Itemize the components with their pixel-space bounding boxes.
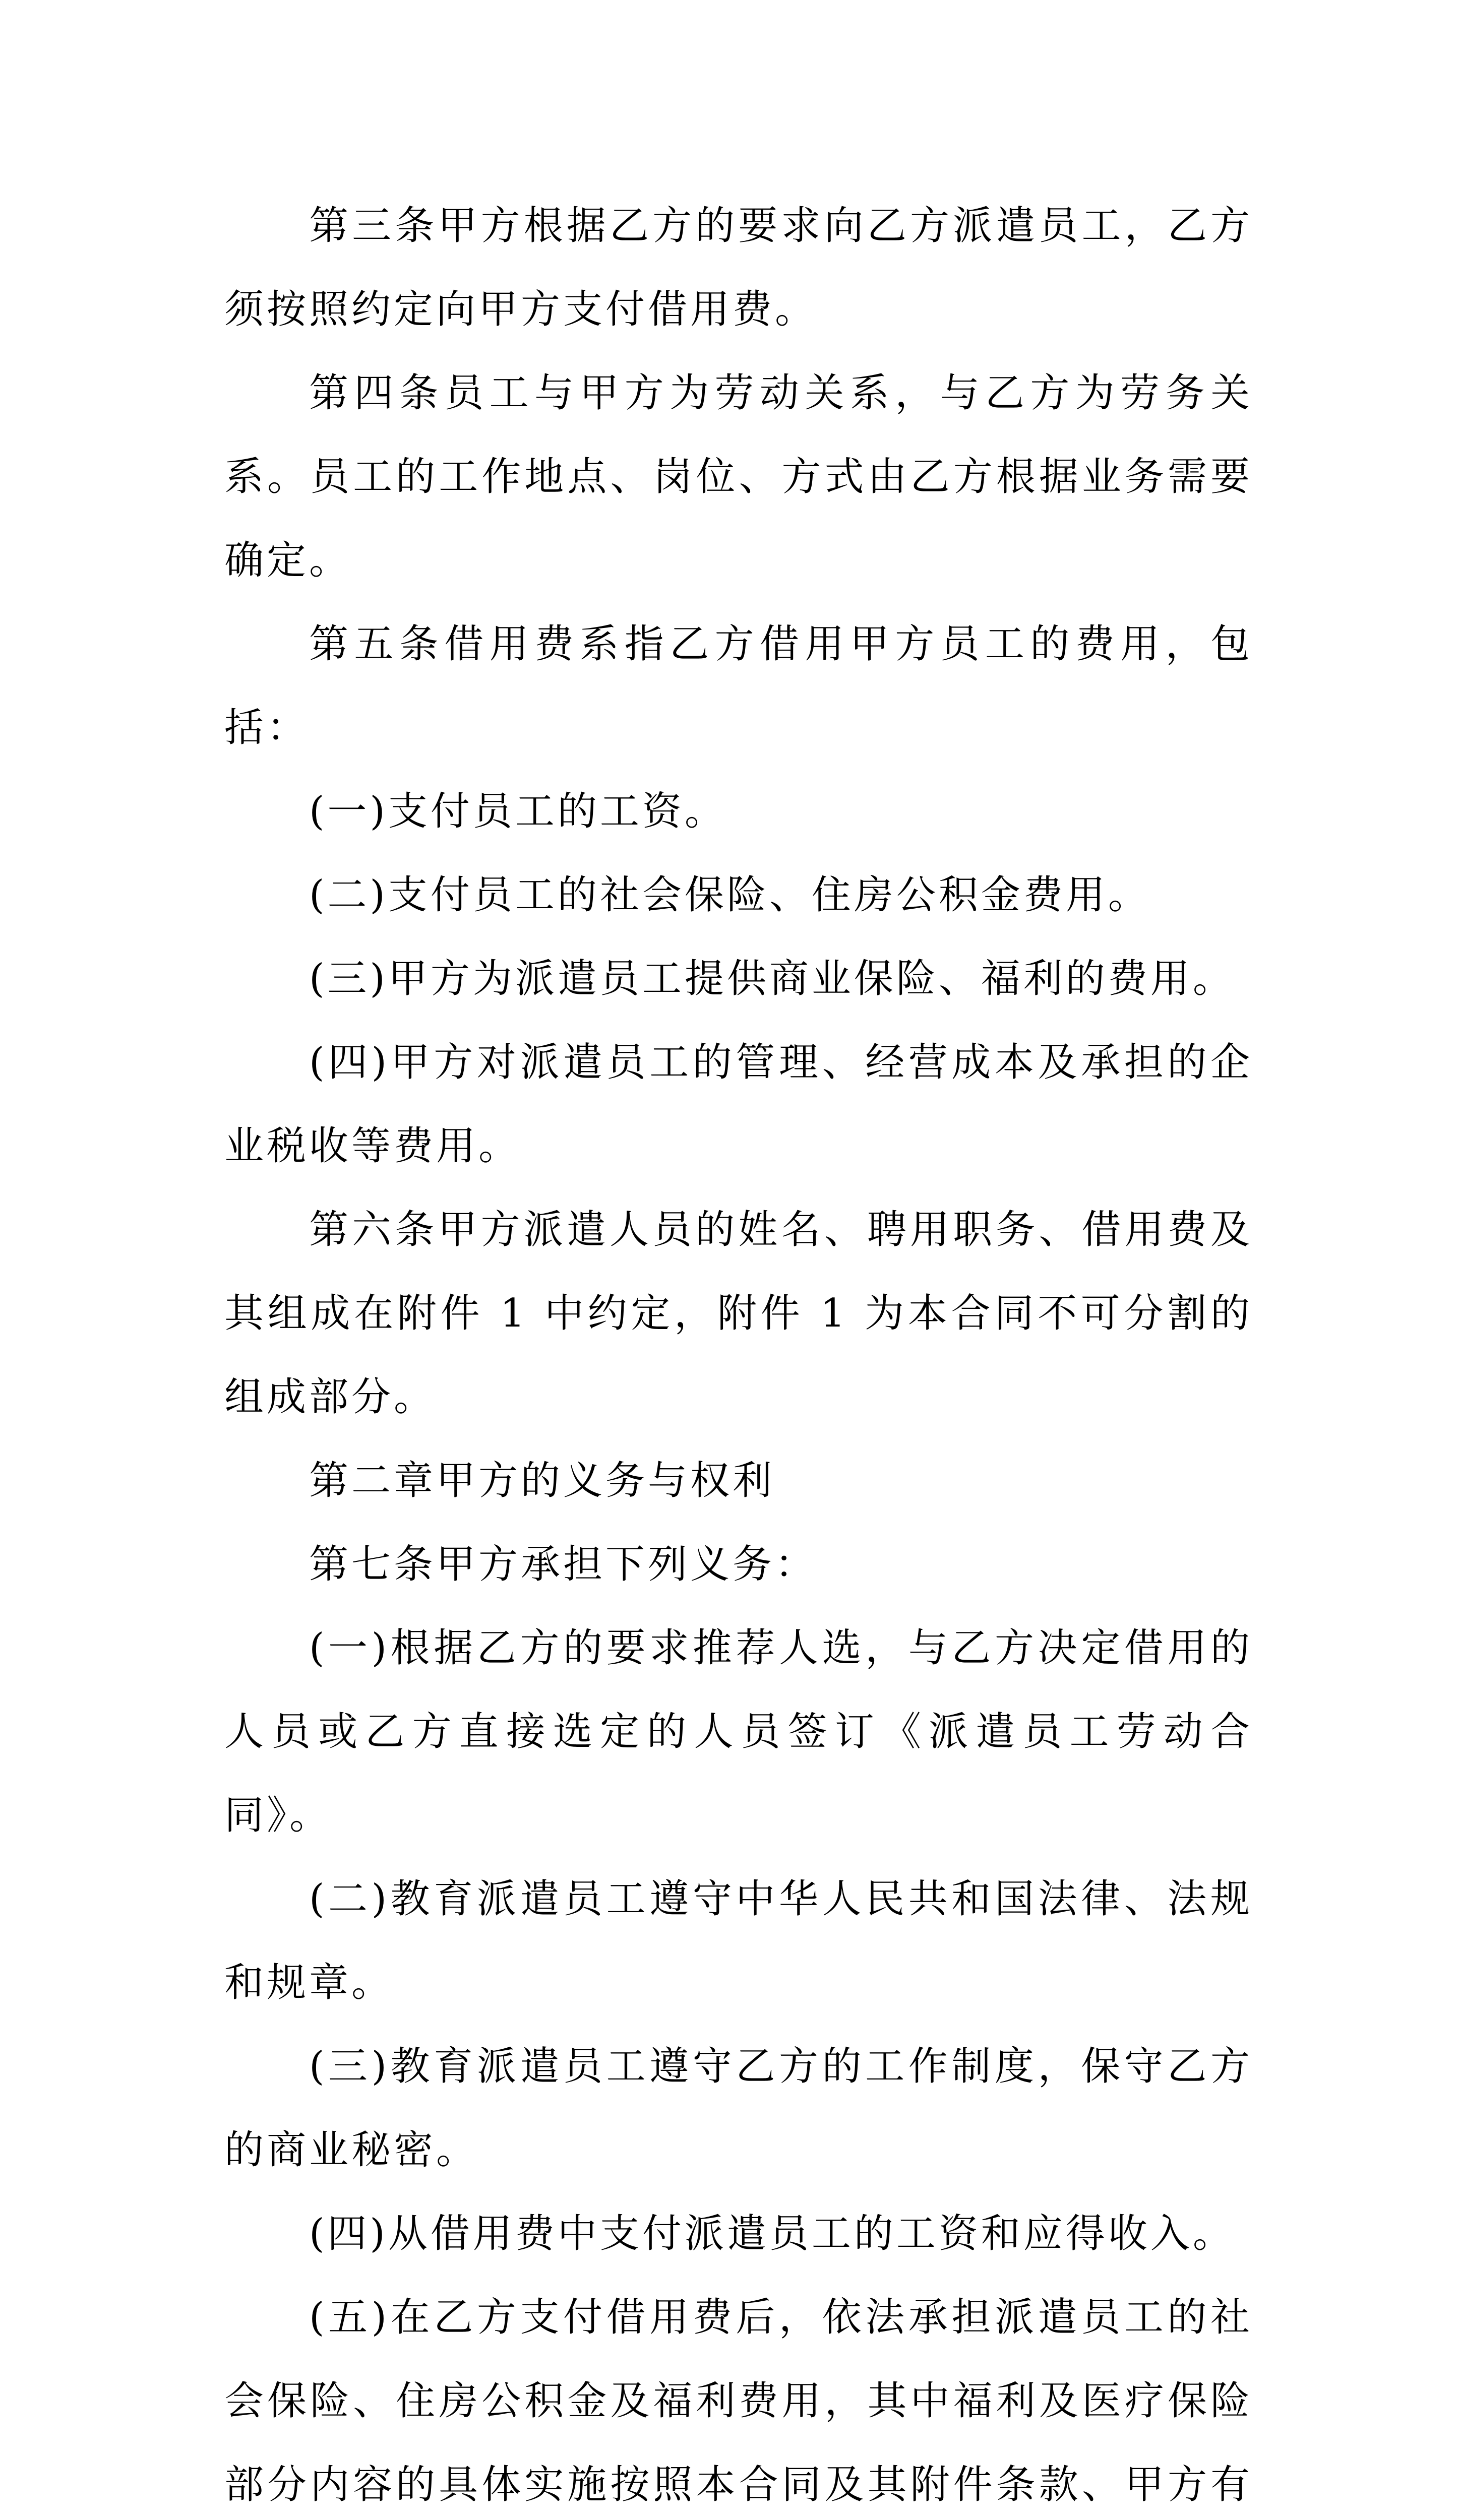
document-body [224, 184, 1253, 2520]
paragraph-article-5: 第五条借用费系指乙方借用甲方员工的费用，包括： [224, 621, 1253, 750]
paragraph-article-5-item-4: (四)甲方对派遣员工的管理、经营成本及承担的企业税收等费用。 [224, 1040, 1253, 1169]
paragraph-article-7-item-4: (四)从借用费中支付派遣员工的工资和应得收入。 [309, 2211, 1235, 2256]
paragraph-article-7-item-2: (二)教育派遣员工遵守中华人民共和国法律、法规和规章。 [224, 1876, 1253, 2005]
paragraph-article-5-item-2: (二)支付员工的社会保险、住房公积金费用。 [309, 872, 1150, 918]
paragraph-article-6: 第六条甲方派遣人员的姓名、聘用职务、借用费及其组成在附件 1 中约定，附件 1 为本合同不可分割的组成部分。 [224, 1207, 1253, 1420]
paragraph-article-5-item-3: (三)甲方为派遣员工提供商业保险、福利的费用。 [309, 956, 1235, 1001]
chapter-heading-2: 第二章甲方的义务与权利 [309, 1458, 775, 1503]
paragraph-article-7-item-1: (一)根据乙方的要求推荐人选，与乙方决定借用的人员或乙方直接选定的人员签订《派遣员工劳动合同》。 [224, 1625, 1253, 1838]
paragraph-article-4: 第四条员工与甲方为劳动关系，与乙方为劳务关系。员工的工作地点、岗位、方式由乙方根据业务需要确定。 [224, 370, 1253, 583]
paragraph-article-7-item-5: (五)在乙方支付借用费后，依法承担派遣员工的社会保险、住房公积金及福利费用，其中福利及医疗保险部分内容的具体实施按照本合同及其附件条款、甲方有 [224, 2295, 1253, 2507]
paragraph-article-5-item-1: (一)支付员工的工资。 [309, 789, 727, 834]
paragraph-article-3: 第三条甲方根据乙方的要求向乙方派遣员工，乙方须按照约定向甲方支付借用费。 [224, 203, 1253, 332]
paragraph-article-7-item-3: (三)教育派遣员工遵守乙方的工作制度，保守乙方的商业秘密。 [224, 2044, 1253, 2173]
paragraph-article-7: 第七条甲方承担下列义务： [309, 1542, 818, 1587]
